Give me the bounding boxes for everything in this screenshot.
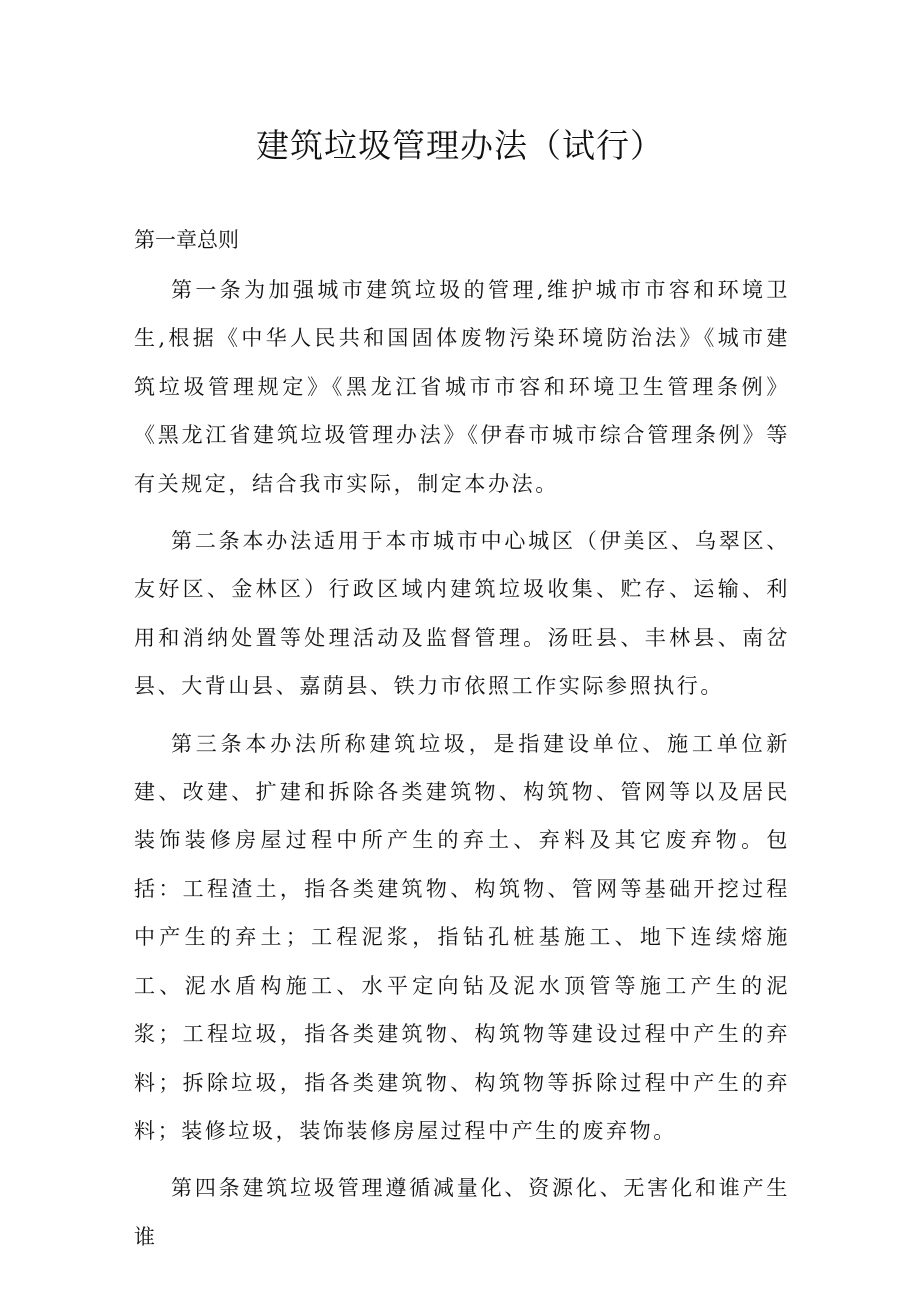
article-paragraph: 第四条建筑垃圾管理遵循减量化、资源化、无害化和谁产生谁 [134,1176,790,1249]
article-paragraph: 第一条为加强城市建筑垃圾的管理,维护城市市容和环境卫生,根据《中华人民共和国固体废物污染环境防治法》《城市建筑垃圾管理规定》《黑龙江省城市市容和环境卫生管理条例》《黑龙江省建筑垃圾管理办法》《伊春市城市综合管理条例》等有关规定，结合我市实际，制定本办法。 [134,278,790,496]
chapter-heading: 第一章总则 [134,228,239,252]
article-paragraph: 第二条本办法适用于本市城市中心城区（伊美区、乌翠区、友好区、金林区）行政区域内建筑垃圾收集、贮存、运输、利用和消纳处置等处理活动及监督管理。汤旺县、丰林县、南岔县、大背山县、嘉荫县、铁力市依照工作实际参照执行。 [134,529,790,699]
article-paragraph: 第三条本办法所称建筑垃圾，是指建设单位、施工单位新建、改建、扩建和拆除各类建筑物、构筑物、管网等以及居民装饰装修房屋过程中所产生的弃土、弃料及其它废弃物。包括：工程渣土，指各类建筑物、构筑物、管网等基础开挖过程中产生的弃土；工程泥浆，指钻孔桩基施工、地下连续熔施工、泥水盾构施工、水平定向钻及泥水顶管等施工产生的泥浆；工程垃圾，指各类建筑物、构筑物等建设过程中产生的弃料；拆除垃圾，指各类建筑物、构筑物等拆除过程中产生的弃料；装修垃圾，装饰装修房屋过程中产生的废弃物。 [134,731,790,1143]
document-body [134,266,790,1270]
document-title: 建筑垃圾管理办法（试行） [256,126,664,165]
